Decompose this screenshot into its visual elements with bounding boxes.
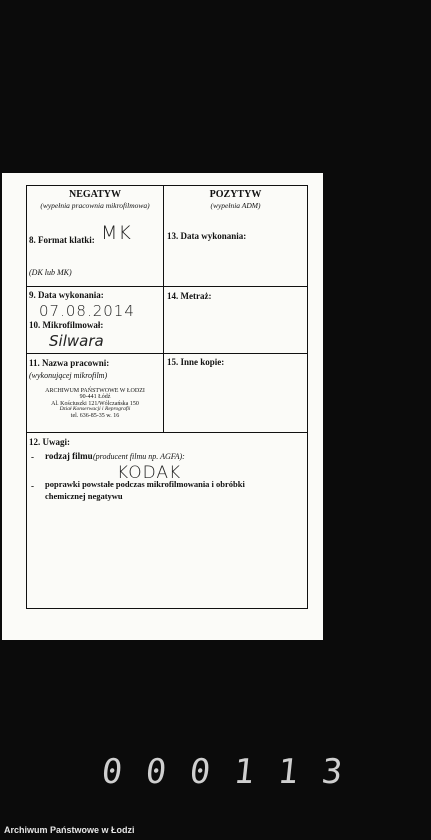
microfilm-card [2,173,323,640]
stamp-line: ARCHIWUM PAŃSTWOWE W ŁODZI [45,388,145,394]
counter-digit: 0 [143,752,169,792]
negatyw-subtitle: (wypełnia pracownia mikrofilmowa) [40,201,150,210]
pozytyw-subtitle: (wypełnia ADM) [210,201,261,210]
counter-digit: 1 [231,752,257,792]
length-label: 14. Metraż: [167,291,212,301]
form-grid [26,185,308,609]
counter-digit: 0 [187,752,213,792]
format-value: MK [101,222,132,244]
date-label: 9. Data wykonania: [29,290,104,300]
format-label: 8. Format klatki: [29,235,95,245]
film-type-hint: (producent filmu np. AGFA): [93,452,185,461]
studio-hint: (wykonującej mikrofilm) [29,371,108,380]
pozytyw-date-label: 13. Data wykonania: [167,231,247,241]
bullet-dash: - [31,452,34,462]
negatyw-title: NEGATYW [68,189,122,200]
operator-label: 10. Mikrofilmował: [29,320,104,330]
corrections-line-2: chemicznej negatywu [45,491,123,501]
row-divider [27,432,307,433]
film-type-label: rodzaj filmu [45,451,93,461]
archive-footer: Archiwum Państwowe w Łodzi [4,825,135,835]
pozytyw-title: POZYTYW [209,189,262,200]
remarks-label: 12. Uwagi: [29,437,70,447]
format-hint: (DK lub MK) [29,268,72,277]
row-divider [27,286,307,287]
row-divider [27,353,307,354]
frame-counter [98,752,346,792]
other-copies-label: 15. Inne kopie: [167,357,225,367]
corrections-line-1: poprawki powstałe podczas mikrofilmowania i obróbki [45,479,245,489]
archive-stamp [27,388,163,419]
date-value: 07.08.2014 [39,302,135,320]
stamp-line: tel. 636-85-35 w. 16 [70,412,120,419]
film-type-value: KODAK [117,463,182,483]
studio-label: 11. Nazwa pracowni: [29,358,110,368]
operator-signature: Silwara [49,332,104,350]
bullet-dash: - [31,481,34,491]
stamp-line: Al. Kościuszki 121/Wólczańska 150 [51,400,139,407]
counter-digit: 0 [99,752,125,792]
stamp-line: Dział Konserwacji i Reprografii [59,405,131,412]
stamp-line: 90-441 Łódź [79,394,111,401]
counter-digit: 3 [319,752,345,792]
column-divider [163,186,164,432]
counter-digit: 1 [275,752,301,792]
